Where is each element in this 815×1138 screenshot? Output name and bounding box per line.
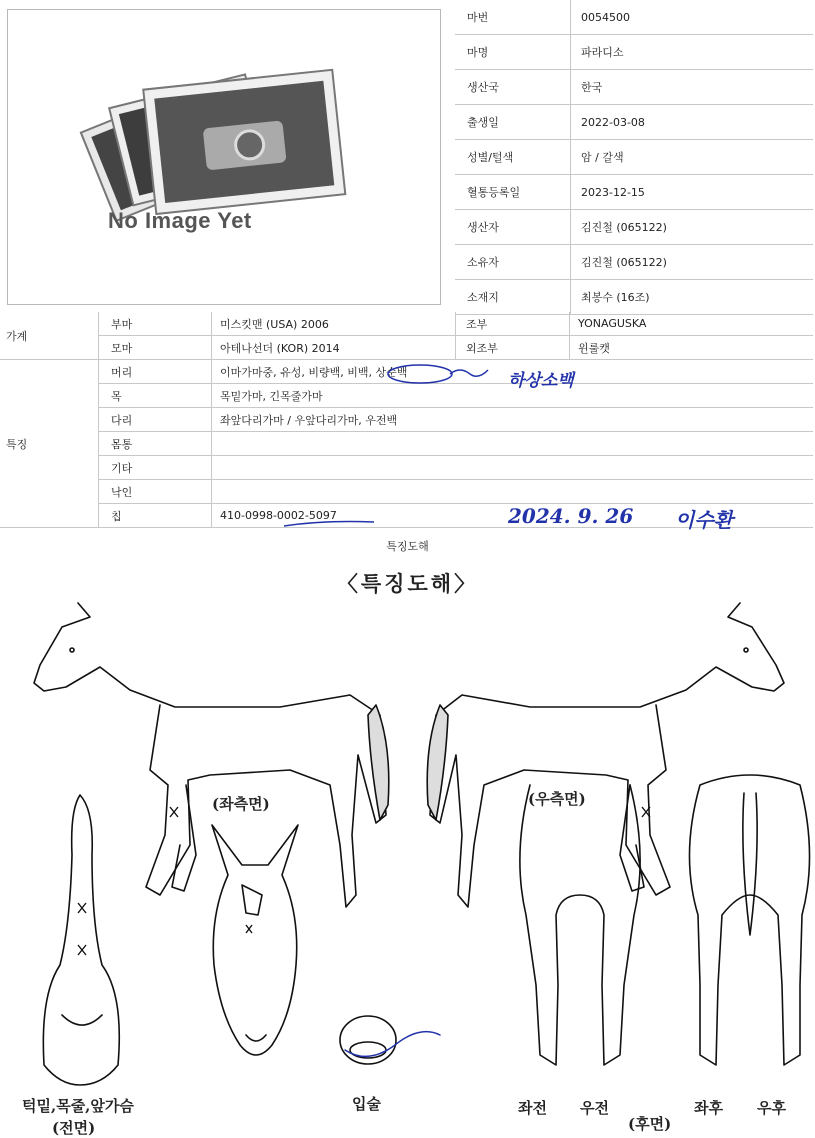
pedigree-row — [0, 312, 813, 336]
feature-label: 칩 — [99, 504, 212, 528]
info-value: 0054500 — [571, 0, 814, 35]
feature-value — [212, 432, 814, 456]
pedigree-features-table — [0, 312, 813, 528]
info-row — [455, 280, 813, 315]
info-row — [455, 70, 813, 105]
dam-label: 모마 — [99, 336, 212, 360]
horse-photo-placeholder — [7, 9, 441, 305]
right-side-horse-outline — [427, 603, 784, 907]
info-row — [455, 105, 813, 140]
ink-underline — [282, 518, 377, 532]
info-label: 생산국 — [455, 70, 571, 105]
horse-info-table — [455, 0, 813, 315]
hind-view-outline — [689, 775, 809, 1065]
info-value: 김진철 (065122) — [571, 210, 814, 245]
feature-row — [0, 480, 813, 504]
info-label: 생산자 — [455, 210, 571, 245]
info-value: 2022-03-08 — [571, 105, 814, 140]
info-value: 김진철 (065122) — [571, 245, 814, 280]
info-label: 소재지 — [455, 280, 571, 315]
front-face-outline — [212, 825, 298, 1055]
damsire-label: 외조부 — [456, 336, 570, 360]
label-lip: 입술 — [352, 1095, 381, 1113]
features-group-label: 특징 — [0, 360, 99, 528]
grandsire-label: 조부 — [456, 312, 570, 336]
sire-label: 부마 — [99, 312, 212, 336]
feature-value: 410-0998-0002-5097 — [212, 504, 814, 528]
label-left-side: (좌측면) — [212, 795, 270, 813]
label-left-hind: 좌후 — [694, 1099, 723, 1117]
info-row — [455, 245, 813, 280]
info-label: 소유자 — [455, 245, 571, 280]
label-left-fore: 좌전 — [518, 1099, 547, 1117]
diagram-caption: 특징도해 — [386, 540, 429, 553]
handwritten-note: 하상소백 — [508, 371, 574, 391]
info-label: 마번 — [455, 0, 571, 35]
info-row — [455, 140, 813, 175]
label-front: (전면) — [52, 1119, 96, 1137]
no-image-text: No Image Yet — [108, 208, 252, 233]
info-value: 최봉수 (16조) — [571, 280, 814, 315]
info-row — [455, 35, 813, 70]
feature-label: 머리 — [99, 360, 212, 384]
info-row — [455, 175, 813, 210]
info-label: 성별/털색 — [455, 140, 571, 175]
ink-circle-scribble — [380, 360, 500, 390]
label-throat: 턱밑,목줄,앞가슴 — [22, 1097, 134, 1115]
info-row — [455, 210, 813, 245]
feature-value: 이마가마중, 유성, 비량백, 비백, 상순백 — [212, 360, 814, 384]
feature-row — [0, 408, 813, 432]
feature-row — [0, 432, 813, 456]
feature-label: 다리 — [99, 408, 212, 432]
damsire-value: 윈룰캣 — [570, 336, 814, 360]
info-value: 한국 — [571, 70, 814, 105]
handwritten-date: 2024. 9. 26 — [508, 504, 634, 528]
info-label: 마명 — [455, 35, 571, 70]
feature-label: 낙인 — [99, 480, 212, 504]
front-legs-outline — [520, 785, 640, 1065]
underside-view-outline — [43, 795, 119, 1085]
marking-x-marks — [78, 807, 650, 955]
handwritten-signature: 이수환 — [675, 508, 733, 532]
info-label: 혈통등록일 — [455, 175, 571, 210]
feature-value: 좌앞다리가마 / 우앞다리가마, 우전백 — [212, 408, 814, 432]
camera-photos-icon — [8, 10, 440, 304]
label-right-hind: 우후 — [757, 1099, 786, 1117]
label-right-side: (우측면) — [528, 790, 586, 808]
feature-label: 몸통 — [99, 432, 212, 456]
dam-value: 아테나선더 (KOR) 2014 — [212, 336, 456, 360]
label-right-fore: 우전 — [580, 1099, 609, 1117]
grandsire-value: YONAGUSKA — [570, 312, 814, 336]
info-row — [455, 0, 813, 35]
feature-label: 기타 — [99, 456, 212, 480]
info-value: 2023-12-15 — [571, 175, 814, 210]
label-rear: (후면) — [628, 1115, 672, 1133]
left-side-horse-outline — [34, 603, 389, 907]
feature-row — [0, 456, 813, 480]
info-value: 암 / 갈색 — [571, 140, 814, 175]
info-label: 출생일 — [455, 105, 571, 140]
horse-markings-diagram — [0, 595, 815, 1136]
feature-label: 목 — [99, 384, 212, 408]
sire-value: 미스킷맨 (USA) 2006 — [212, 312, 456, 336]
info-value: 파라디소 — [571, 35, 814, 70]
pedigree-row — [0, 336, 813, 360]
feature-value — [212, 480, 814, 504]
feature-value — [212, 456, 814, 480]
pedigree-group-label: 가계 — [0, 312, 99, 360]
diagram-title: 〈특징도해〉 — [336, 572, 479, 596]
feature-value: 목밑가마, 긴목줄가마 — [212, 384, 814, 408]
